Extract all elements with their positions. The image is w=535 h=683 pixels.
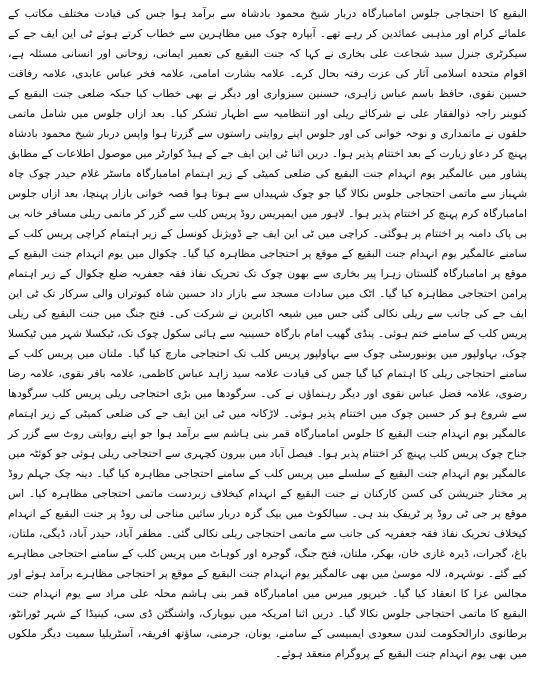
article-body: البقیع کا احتجاجی جلوس امامبارگاہ دربار شیخ محمود بادشاہ سے برآمد ہوا جس کی قیادت مختلف مکاتب کے علمائے کرام اور مذہبی عمائدین کر رہے تھے۔ آبپارہ چوک میں مظاہرین سے خطاب کرتے ہوئے ٹی این ایف جے کے سیکرٹری جنرل سید شجاعت علی بخاری نے کہا کہ جنت البقیع کی تعمیر ایمانی، روحانی اور انسانی مسئلہ ہے، اقوام متحدہ اسلامی آثار کی عزت رفتہ بحال کرے۔ علامہ بشارت امامی، علامہ فخر عباس عابدی، علامہ رفاقت حسین نقوی، حافظ باسم عباس زاہری، حسنین سبزواری اور دیگر نے بھی خطاب کیا جبکہ ضلعی جنت البقیع کے کنوینر راجہ ذوالفقار علی نے شرکائے ریلی اور انتظامیہ سے اظہار تشکر کیا۔ بعد ازاں جلوس میں شامل ماتمی حلقوں نے ماتمداری و نوحہ خوانی کی اور جلوس اپنے روایتی راستوں سے گزرتا ہوا واپس دربار شیخ محمود بادشاہ پہنچ کر دعاو زیارت کے بعد اختتام پذیر ہوا۔ دریں اثنا ٹی این ایف جے کے ہیڈ کوارٹر میں موصول اطلاعات کے مطابق پشاور میں عالمگیر یوم انہدام جنت البقیع کی ضلعی کمیٹی کے زیر اہتمام امامبارگاہ ماسٹر غلام حیدر چوک چاہ شہباز سے ماتمی احتجاجی جلوس نکالا گیا جو چوک شہیداں سے ہوتا ہوا قصہ خوانی بازار پہنچا، بعد ازاں جلوس امامبارگاہ کرم پہنچ کر اختتام پذیر ہوا۔ لاہور میں ایمپریس روڈ پریس کلب سے گزر کر ماتمی ریلی مسافر خانہ بی بی پاک دامنہ پر اختتام پر ہوگئی۔ کراچی میں ٹی این ایف جے ڈویژنل کونسل کے زیر اہتمام کراچی پریس کلب کے سامنے عالمگیر یوم انہدام جنت البقیع کے موقع پر احتجاجی مظاہرہ کیا گیا۔ چکوال میں یوم انہدام جنت البقیع کے موقع پر امامبارگاہ گلستان زہرا پیر بخاری سے بھون چوک تک تحریک نفاذ فقہ جعفریہ ضلع چکوال کے زیر اہتمام پرامن احتجاجی مظاہرہ کیا گیا۔ اٹک میں سادات مسجد سے بازار داد حسین شاہ کبوتراں والی سرکار تک ٹی این ایف جے کی جانب سے ریلی نکالی گئی جس میں شیعہ اکابرین نے شرکت کی۔ فتح جنگ میں جنت البقیع کی ریلی پریس کلب کے سامنے ختم ہوئی۔ پنڈی گھیب امام بارگاہ حسینیہ سے ہائی سکول چوک تک، ٹیکسلا شہر میں ٹیکسلا چوک، بہاولپور میں یونیورسٹی چوک سے بہاولپور پریس کلب تک احتجاجی مارچ کیا گیا۔ ملتان میں پریس کلب کے سامنے احتجاجی ریلی کا اہتمام کیا گیا جس کی قیادت علامہ سید زاہد عباس کاظمی، علامہ باقر نقوی، علامہ رضا رضوی، علامہ فضل عباس نقوی اور دیگر رہنماؤں نے کی۔ سرگودھا میں بڑی احتجاجی ریلی پریس کلب سرگودھا سے شروع ہو کر حسین چوک میں اختتام پذیر ہوئی۔ لاڑکانہ میں ٹی این ایف جے کی ضلعی کمیٹی کے زیر اہتمام عالمگیر یوم انہدام جنت البقیع کا جلوس امامبارگاہ قمر بنی ہاشم سے برآمد ہوا جو اپنے روایتی روٹ سے گزر کر جناح چوک پریس کلب پہنچ کر اختتام پذیر ہوا۔ فیصل آباد میں بیرون کچہری سے احتجاجی ریلی ہوئی جو کوئٹہ میں عالمگیر یوم انہدام جنت البقیع کے سلسلے میں پریس کلب کے سامنے احتجاجی مظاہرہ کیا گیا۔ دینہ چک جہلم روڈ پر مختار جنریشن کی کسن کارکنان نے جنت البقیع کے انہدام کیخلاف زبردست ماتمی احتجاجی مظاہرہ کیا۔ اس موقع پر جی ٹی روڈ پر ٹریفک بند ہی۔ سیالکوٹ میں بیک گزہ دربار سائیں مناجی لی روڈ پر جنت البقیع کے انہدام کیخلاف تحریک نفاذ فقہ جعفریہ کی جانب سے ماتمی احتجاجی ریلی نکالی گئی۔ مظفر آباد، حیدر آباد، ڈیگی، ملتان، باغ، گجرات، ڈیرہ غازی خان، بھکر، ملتان، فتح جنگ، گوجرہ اور کوہاٹ میں پریس کلب کے سامنے احتجاجی مظاہرے کیے گئے۔ نوشہرہ، لالہ موسیٰ میں بھی عالمگیر یوم انہدام جنت البقیع کے موقع پر احتجاجی مظاہرے برآمد ہوئے اور مجالس عزا کا انعقاد کیا گیا۔ خیرپور میرس میں امامبارگاہ قمر بنی ہاشم محلہ علی مراد سے یوم انہدام جنت البقیع کا ماتمی احتجاجی جلوس نکالا گیا۔ دریں اثنا امریکہ میں نیویارک، واشنگٹن ڈی سی، کینیڈا کے شہر ٹورانٹو، برطانوی دارالحکومت لندن سعودی ایمبیسی کے سامنے، یونان، جرمنی، ساؤتھ افریقہ، آسٹریلیا سمیت دیگر ملکوں میں بھی یوم انہدام جنت البقیع کے پروگرام منعقد ہوئے۔ <box>8 7 527 660</box>
